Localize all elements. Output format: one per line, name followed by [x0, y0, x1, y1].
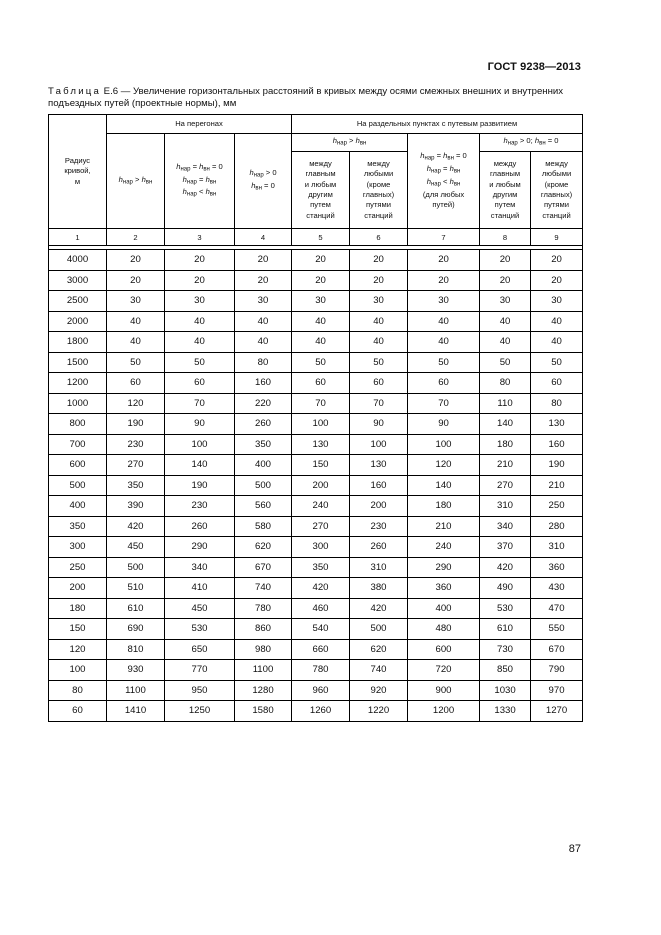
value-cell: 30	[408, 291, 480, 312]
table-body	[49, 250, 583, 722]
value-cell: 290	[165, 537, 235, 558]
value-cell: 50	[292, 352, 350, 373]
value-cell: 310	[531, 537, 583, 558]
value-cell: 100	[408, 434, 480, 455]
value-cell: 200	[350, 496, 408, 517]
radius-cell: 1800	[49, 332, 107, 353]
table-row	[49, 496, 583, 517]
value-cell: 60	[107, 373, 165, 394]
value-cell: 100	[292, 414, 350, 435]
value-cell: 20	[165, 270, 235, 291]
value-cell: 40	[350, 311, 408, 332]
value-cell: 70	[408, 393, 480, 414]
document-code: ГОСТ 9238—2013	[487, 61, 581, 73]
value-cell: 50	[480, 352, 531, 373]
radius-cell: 100	[49, 660, 107, 681]
value-cell: 740	[350, 660, 408, 681]
value-cell: 40	[235, 311, 292, 332]
value-cell: 40	[480, 311, 531, 332]
value-cell: 230	[107, 434, 165, 455]
value-cell: 540	[292, 619, 350, 640]
table-row	[49, 537, 583, 558]
value-cell: 580	[235, 516, 292, 537]
value-cell: 90	[350, 414, 408, 435]
header-peregon-nar-gt0-vn-eq0: $h_{нар} > 0$ $h_{вн} = 0$	[235, 134, 292, 229]
value-cell: 100	[165, 434, 235, 455]
value-cell: 260	[235, 414, 292, 435]
value-cell: 860	[235, 619, 292, 640]
value-cell: 40	[480, 332, 531, 353]
value-cell: 530	[480, 598, 531, 619]
header-peregon-equal-conditions: $h_{нар} = h_{вн} = 0$ $h_{нар} = h_{вн}$ $h_{нар} < h_{вн}$	[165, 134, 235, 229]
value-cell: 210	[408, 516, 480, 537]
value-cell: 70	[350, 393, 408, 414]
value-cell: 530	[165, 619, 235, 640]
table-row	[49, 414, 583, 435]
value-cell: 360	[531, 557, 583, 578]
header-radius: Радиус кривой, м	[49, 115, 107, 229]
value-cell: 180	[480, 434, 531, 455]
radius-cell: 400	[49, 496, 107, 517]
column-number: 2	[107, 229, 165, 246]
value-cell: 470	[531, 598, 583, 619]
radius-cell: 150	[49, 619, 107, 640]
value-cell: 190	[531, 455, 583, 476]
value-cell: 40	[165, 311, 235, 332]
value-cell: 40	[107, 311, 165, 332]
value-cell: 270	[292, 516, 350, 537]
value-cell: 410	[165, 578, 235, 599]
value-cell: 1330	[480, 701, 531, 722]
value-cell: 130	[531, 414, 583, 435]
value-cell: 560	[235, 496, 292, 517]
radius-cell: 1200	[49, 373, 107, 394]
value-cell: 480	[408, 619, 480, 640]
value-cell: 420	[292, 578, 350, 599]
value-cell: 350	[292, 557, 350, 578]
value-cell: 30	[292, 291, 350, 312]
value-cell: 50	[531, 352, 583, 373]
value-cell: 770	[165, 660, 235, 681]
value-cell: 230	[165, 496, 235, 517]
table-row	[49, 393, 583, 414]
radius-cell: 180	[49, 598, 107, 619]
value-cell: 430	[531, 578, 583, 599]
table-row	[49, 455, 583, 476]
value-cell: 1250	[165, 701, 235, 722]
value-cell: 60	[408, 373, 480, 394]
value-cell: 20	[350, 250, 408, 271]
column-number-row	[49, 229, 583, 246]
value-cell: 500	[350, 619, 408, 640]
value-cell: 650	[165, 639, 235, 660]
value-cell: 50	[408, 352, 480, 373]
value-cell: 90	[408, 414, 480, 435]
value-cell: 60	[292, 373, 350, 394]
radius-cell: 200	[49, 578, 107, 599]
value-cell: 30	[235, 291, 292, 312]
value-cell: 1280	[235, 680, 292, 701]
table-row	[49, 578, 583, 599]
value-cell: 460	[292, 598, 350, 619]
value-cell: 60	[350, 373, 408, 394]
value-cell: 20	[107, 270, 165, 291]
value-cell: 60	[165, 373, 235, 394]
value-cell: 40	[235, 332, 292, 353]
value-cell: 160	[531, 434, 583, 455]
table-row	[49, 373, 583, 394]
value-cell: 660	[292, 639, 350, 660]
value-cell: 30	[480, 291, 531, 312]
value-cell: 110	[480, 393, 531, 414]
value-cell: 70	[292, 393, 350, 414]
value-cell: 40	[165, 332, 235, 353]
value-cell: 40	[408, 332, 480, 353]
value-cell: 300	[292, 537, 350, 558]
radius-cell: 500	[49, 475, 107, 496]
radius-cell: 600	[49, 455, 107, 476]
value-cell: 1410	[107, 701, 165, 722]
value-cell: 180	[408, 496, 480, 517]
value-cell: 1200	[408, 701, 480, 722]
value-cell: 150	[292, 455, 350, 476]
value-cell: 1220	[350, 701, 408, 722]
value-cell: 210	[480, 455, 531, 476]
header-main-and-other-track-8: между главным и любым другим путем станций	[480, 152, 531, 229]
value-cell: 400	[235, 455, 292, 476]
table-caption-text: Е.6 — Увеличение горизонтальных расстояний в кривых между осями смежных внешних и внутренних подъездных путей (проектные нормы), мм	[48, 86, 564, 109]
table-row	[49, 516, 583, 537]
value-cell: 740	[235, 578, 292, 599]
page-number: 87	[568, 843, 581, 855]
value-cell: 970	[531, 680, 583, 701]
value-cell: 310	[350, 557, 408, 578]
header-station-nar-gt-vn: $h_{нар} > h_{вн}$	[292, 134, 408, 152]
value-cell: 420	[107, 516, 165, 537]
value-cell: 620	[350, 639, 408, 660]
table-row	[49, 660, 583, 681]
radius-cell: 2000	[49, 311, 107, 332]
value-cell: 1270	[531, 701, 583, 722]
table-caption	[48, 86, 588, 109]
value-cell: 40	[531, 332, 583, 353]
value-cell: 960	[292, 680, 350, 701]
value-cell: 30	[107, 291, 165, 312]
value-cell: 50	[107, 352, 165, 373]
header-main-and-other-track-5: между главным и любым другим путем станций	[292, 152, 350, 229]
value-cell: 210	[531, 475, 583, 496]
value-cell: 20	[292, 250, 350, 271]
value-cell: 20	[408, 250, 480, 271]
value-cell: 360	[408, 578, 480, 599]
value-cell: 260	[165, 516, 235, 537]
value-cell: 490	[480, 578, 531, 599]
value-cell: 30	[531, 291, 583, 312]
value-cell: 980	[235, 639, 292, 660]
radius-cell: 4000	[49, 250, 107, 271]
value-cell: 190	[165, 475, 235, 496]
value-cell: 130	[292, 434, 350, 455]
value-cell: 140	[165, 455, 235, 476]
value-cell: 340	[480, 516, 531, 537]
value-cell: 270	[107, 455, 165, 476]
table-row	[49, 598, 583, 619]
value-cell: 230	[350, 516, 408, 537]
value-cell: 450	[107, 537, 165, 558]
value-cell: 450	[165, 598, 235, 619]
value-cell: 20	[165, 250, 235, 271]
value-cell: 160	[235, 373, 292, 394]
table-row	[49, 619, 583, 640]
value-cell: 930	[107, 660, 165, 681]
column-number: 4	[235, 229, 292, 246]
value-cell: 1100	[107, 680, 165, 701]
value-cell: 500	[235, 475, 292, 496]
value-cell: 370	[480, 537, 531, 558]
radius-cell: 120	[49, 639, 107, 660]
table-row	[49, 291, 583, 312]
radius-cell: 3000	[49, 270, 107, 291]
value-cell: 500	[107, 557, 165, 578]
value-cell: 30	[165, 291, 235, 312]
value-cell: 130	[350, 455, 408, 476]
value-cell: 120	[107, 393, 165, 414]
table-caption-label: Таблица	[48, 86, 102, 97]
value-cell: 290	[408, 557, 480, 578]
table-row	[49, 434, 583, 455]
value-cell: 720	[408, 660, 480, 681]
value-cell: 390	[107, 496, 165, 517]
value-cell: 20	[235, 270, 292, 291]
value-cell: 140	[408, 475, 480, 496]
column-number: 3	[165, 229, 235, 246]
value-cell: 950	[165, 680, 235, 701]
header-na-razdelnyh-punktah: На раздельных пунктах с путевым развитием	[292, 115, 583, 134]
value-cell: 20	[107, 250, 165, 271]
value-cell: 250	[531, 496, 583, 517]
header-station-any-tracks: $h_{нар} = h_{вн} = 0$ $h_{нар} = h_{вн}$ $h_{нар} < h_{вн}$ (для любых путей)	[408, 134, 480, 229]
value-cell: 1260	[292, 701, 350, 722]
value-cell: 200	[292, 475, 350, 496]
header-any-tracks-except-main-9: между любыми (кроме главных) путями станций	[531, 152, 583, 229]
value-cell: 280	[531, 516, 583, 537]
value-cell: 20	[350, 270, 408, 291]
radius-cell: 1000	[49, 393, 107, 414]
value-cell: 340	[165, 557, 235, 578]
value-cell: 270	[480, 475, 531, 496]
value-cell: 400	[408, 598, 480, 619]
value-cell: 40	[292, 332, 350, 353]
table-row	[49, 701, 583, 722]
value-cell: 60	[531, 373, 583, 394]
table-row	[49, 557, 583, 578]
value-cell: 80	[480, 373, 531, 394]
value-cell: 20	[480, 270, 531, 291]
value-cell: 790	[531, 660, 583, 681]
value-cell: 140	[480, 414, 531, 435]
value-cell: 350	[107, 475, 165, 496]
radius-cell: 2500	[49, 291, 107, 312]
value-cell: 80	[531, 393, 583, 414]
table-row	[49, 352, 583, 373]
value-cell: 550	[531, 619, 583, 640]
spacing-increase-table	[48, 114, 583, 722]
value-cell: 780	[292, 660, 350, 681]
table-row	[49, 680, 583, 701]
table-row	[49, 311, 583, 332]
header-any-tracks-except-main-6: между любыми (кроме главных) путями станций	[350, 152, 408, 229]
radius-cell: 250	[49, 557, 107, 578]
value-cell: 620	[235, 537, 292, 558]
value-cell: 100	[350, 434, 408, 455]
value-cell: 50	[165, 352, 235, 373]
column-number: 1	[49, 229, 107, 246]
value-cell: 40	[350, 332, 408, 353]
column-number: 8	[480, 229, 531, 246]
value-cell: 900	[408, 680, 480, 701]
value-cell: 690	[107, 619, 165, 640]
column-number: 7	[408, 229, 480, 246]
value-cell: 810	[107, 639, 165, 660]
value-cell: 240	[408, 537, 480, 558]
value-cell: 310	[480, 496, 531, 517]
column-number: 6	[350, 229, 408, 246]
value-cell: 40	[292, 311, 350, 332]
value-cell: 350	[235, 434, 292, 455]
value-cell: 670	[235, 557, 292, 578]
value-cell: 20	[235, 250, 292, 271]
radius-cell: 1500	[49, 352, 107, 373]
value-cell: 420	[350, 598, 408, 619]
value-cell: 20	[292, 270, 350, 291]
value-cell: 670	[531, 639, 583, 660]
value-cell: 50	[350, 352, 408, 373]
value-cell: 20	[480, 250, 531, 271]
radius-cell: 300	[49, 537, 107, 558]
value-cell: 780	[235, 598, 292, 619]
value-cell: 30	[350, 291, 408, 312]
value-cell: 240	[292, 496, 350, 517]
header-station-nar-gt0-vn-eq0: $h_{нар} > 0$; $h_{вн} = 0$	[480, 134, 583, 152]
value-cell: 260	[350, 537, 408, 558]
table-row	[49, 270, 583, 291]
value-cell: 160	[350, 475, 408, 496]
radius-cell: 60	[49, 701, 107, 722]
value-cell: 90	[165, 414, 235, 435]
value-cell: 190	[107, 414, 165, 435]
value-cell: 380	[350, 578, 408, 599]
header-peregon-nar-gt-vn: $h_{нар} > h_{вн}$	[107, 134, 165, 229]
value-cell: 20	[531, 250, 583, 271]
table-row	[49, 475, 583, 496]
radius-cell: 350	[49, 516, 107, 537]
value-cell: 1580	[235, 701, 292, 722]
value-cell: 730	[480, 639, 531, 660]
value-cell: 70	[165, 393, 235, 414]
value-cell: 600	[408, 639, 480, 660]
value-cell: 1100	[235, 660, 292, 681]
value-cell: 510	[107, 578, 165, 599]
value-cell: 20	[408, 270, 480, 291]
value-cell: 220	[235, 393, 292, 414]
value-cell: 420	[480, 557, 531, 578]
value-cell: 850	[480, 660, 531, 681]
value-cell: 40	[107, 332, 165, 353]
table-row	[49, 639, 583, 660]
value-cell: 40	[531, 311, 583, 332]
radius-cell: 700	[49, 434, 107, 455]
column-number: 9	[531, 229, 583, 246]
value-cell: 120	[408, 455, 480, 476]
table-row	[49, 332, 583, 353]
table-row	[49, 250, 583, 271]
value-cell: 610	[480, 619, 531, 640]
value-cell: 40	[408, 311, 480, 332]
value-cell: 20	[531, 270, 583, 291]
value-cell: 610	[107, 598, 165, 619]
header-na-peregonah: На перегонах	[107, 115, 292, 134]
value-cell: 80	[235, 352, 292, 373]
value-cell: 1030	[480, 680, 531, 701]
radius-cell: 80	[49, 680, 107, 701]
value-cell: 920	[350, 680, 408, 701]
column-number: 5	[292, 229, 350, 246]
radius-cell: 800	[49, 414, 107, 435]
